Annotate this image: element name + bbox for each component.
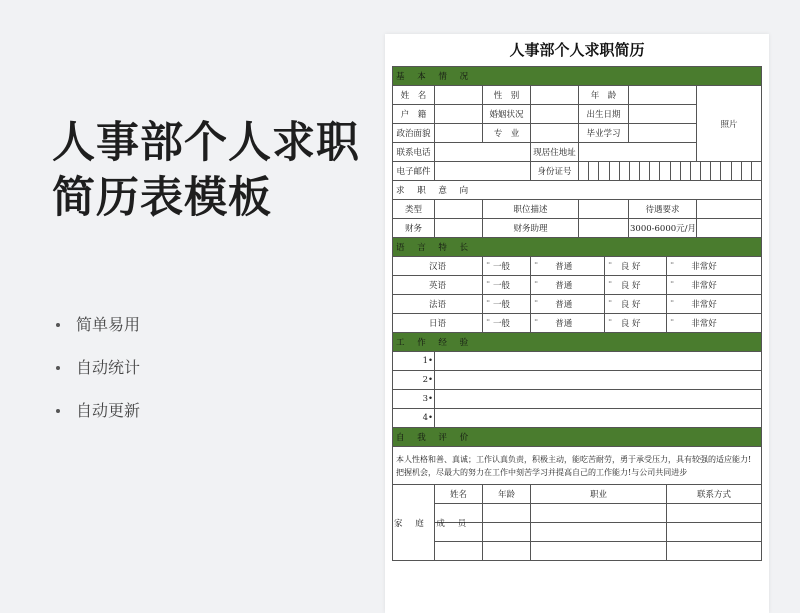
desc-label: 职位描述 xyxy=(483,200,579,219)
resume-form xyxy=(392,66,762,561)
feature-item: 自动统计 xyxy=(56,355,140,398)
section-language: 语 言 特 长 xyxy=(393,238,762,257)
hukou-field[interactable] xyxy=(435,105,483,124)
table-row xyxy=(393,200,762,219)
birth-label: 出生日期 xyxy=(579,105,629,124)
self-eval-row xyxy=(393,447,762,485)
language-row: 日语 ¨ 一般 ¨ 普通 ¨ 良 好 ¨ 非常好 xyxy=(393,314,762,333)
name-field[interactable] xyxy=(435,86,483,105)
work-row: 3• xyxy=(393,390,762,409)
desc-empty[interactable] xyxy=(579,200,629,219)
resume-document xyxy=(385,34,769,613)
table-row xyxy=(393,219,762,238)
section-work: 工 作 经 验 xyxy=(393,333,762,352)
age-field[interactable] xyxy=(629,86,697,105)
graduate-label: 毕业学习 xyxy=(579,124,629,143)
bullet-icon xyxy=(56,366,60,370)
language-row: 法语 ¨ 一般 ¨ 普通 ¨ 良 好 ¨ 非常好 xyxy=(393,295,762,314)
table-row xyxy=(393,162,762,181)
salary-label: 待遇要求 xyxy=(629,200,697,219)
section-self: 自 我 评 价 xyxy=(393,428,762,447)
family-row xyxy=(393,542,762,561)
desc-value-extra[interactable] xyxy=(579,219,629,238)
work-row: 2• xyxy=(393,371,762,390)
marital-label: 婚姻状况 xyxy=(483,105,531,124)
idcard-field[interactable] xyxy=(579,162,762,181)
gender-label: 性 别 xyxy=(483,86,531,105)
salary-empty[interactable] xyxy=(697,200,762,219)
photo-box[interactable]: 照片 xyxy=(697,86,762,162)
birth-field[interactable] xyxy=(629,105,697,124)
type-empty[interactable] xyxy=(435,200,483,219)
gender-field[interactable] xyxy=(531,86,579,105)
desc-value[interactable]: 财务助理 xyxy=(483,219,579,238)
email-field[interactable] xyxy=(435,162,531,181)
family-header-row: 家 庭 成 员 姓名 年龄 职业 联系方式 xyxy=(393,485,762,504)
major-label: 专 业 xyxy=(483,124,531,143)
feature-item: 自动更新 xyxy=(56,398,140,441)
type-value-extra[interactable] xyxy=(435,219,483,238)
idcard-label: 身份证号 xyxy=(531,162,579,181)
self-eval-text[interactable]: 本人性格和善、真诚；工作认真负责，积极主动，能吃苦耐劳，勇于承受压力，具有较强的适应能力!把握机会，尽最大的努力在工作中刻苦学习并提高自己的工作能力!与公司共同进步 xyxy=(393,447,762,485)
major-field[interactable] xyxy=(531,124,579,143)
salary-value[interactable]: 3000-6000元/月 xyxy=(629,219,697,238)
language-row: 汉语 ¨ 一般 ¨ 普通 ¨ 良 好 ¨ 非常好 xyxy=(393,257,762,276)
language-row: 英语 ¨ 一般 ¨ 普通 ¨ 良 好 ¨ 非常好 xyxy=(393,276,762,295)
marital-field[interactable] xyxy=(531,105,579,124)
graduate-field[interactable] xyxy=(629,124,697,143)
section-intent: 求 职 意 向 xyxy=(393,181,762,200)
type-value[interactable]: 财务 xyxy=(393,219,435,238)
page-heading xyxy=(52,116,372,226)
bullet-icon xyxy=(56,323,60,327)
page-title-line1: 人事部个人求职 xyxy=(52,118,360,168)
type-label: 类型 xyxy=(393,200,435,219)
name-label: 姓 名 xyxy=(393,86,435,105)
work-row: 4• xyxy=(393,409,762,428)
salary-value-extra[interactable] xyxy=(697,219,762,238)
political-label: 政治面貌 xyxy=(393,124,435,143)
table-row xyxy=(393,86,762,105)
age-label: 年 龄 xyxy=(579,86,629,105)
phone-label: 联系电话 xyxy=(393,143,435,162)
page-title-line2: 简历表模板 xyxy=(52,173,272,223)
work-row: 1• xyxy=(393,352,762,371)
feature-list xyxy=(56,312,140,441)
hukou-label: 户 籍 xyxy=(393,105,435,124)
bullet-icon xyxy=(56,409,60,413)
political-field[interactable] xyxy=(435,124,483,143)
address-label: 现居住地址 xyxy=(531,143,579,162)
address-field[interactable] xyxy=(579,143,697,162)
feature-item: 简单易用 xyxy=(56,312,140,355)
document-title: 人事部个人求职简历 xyxy=(509,41,645,59)
phone-field[interactable] xyxy=(435,143,531,162)
section-basic: 基 本 情 况 xyxy=(393,67,762,86)
family-label: 家 庭 成 员 xyxy=(393,485,435,561)
email-label: 电子邮件 xyxy=(393,162,435,181)
